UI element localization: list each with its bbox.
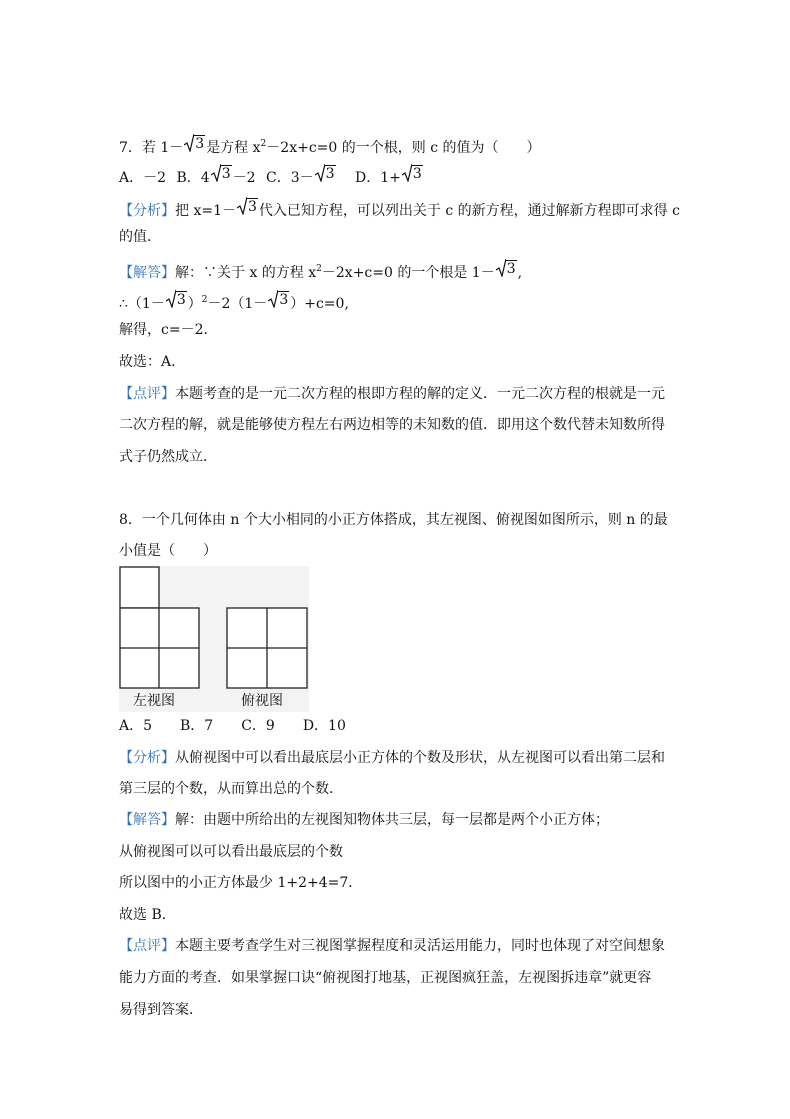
q8-comment-line1: 【点评】本题主要考查学生对三视图掌握程度和灵活运用能力，同时也体现了对空间想象 <box>119 938 665 954</box>
q8-analysis-line1: 【分析】从俯视图中可以看出最底层小正方体的个数及形状，从左视图可以看出第二层和 <box>119 750 665 766</box>
comment-tag: 【点评】 <box>119 386 175 402</box>
q7-comment-line2: 二次方程的解，就是能够使方程左右两边相等的未知数的值．即用这个数代替未知数所得 <box>119 417 665 433</box>
left-view-caption: 左视图 <box>133 693 175 709</box>
q8-comment-line3: 易得到答案． <box>119 1002 203 1018</box>
analysis-tag: 【分析】 <box>119 750 175 766</box>
q7-option-d: D．1+ 3 <box>354 166 422 186</box>
q7-solution-line1: 【解答】解：∵关于 x 的方程 $x^2-2x+c=0$ 的一个根是 1－ 3 , <box>119 261 523 281</box>
q7-comment-line1: 【点评】本题考查的是一元二次方程的根即方程的解的定义．一元二次方程的根就是一元 <box>119 386 665 402</box>
q7-solution-line3: 解得，c=－2． <box>119 322 218 338</box>
q7-comment-line3: 式子仍然成立． <box>119 449 217 465</box>
q7-solution-line4: 故选：A． <box>119 354 186 370</box>
solution-tag: 【解答】 <box>119 812 175 828</box>
q7-options <box>119 163 424 188</box>
left-view-top-square <box>120 567 159 608</box>
q7-stem: 7．若 1－ 3 是方程 $x^2-2x+c=0$ 的一个根，则 c 的值为（ ） <box>119 133 540 158</box>
q8-solution-line2: 从俯视图可以可以看出最底层的个数 <box>119 844 343 860</box>
q8-stem-line2: 小值是（ ） <box>119 543 217 559</box>
q7-option-c: C．3－ 3 <box>265 166 335 186</box>
q8-solution-line3: 所以图中的小正方体最少 1+2+4=7． <box>119 875 363 891</box>
sqrt-symbol: 3 <box>184 133 205 152</box>
q7-solution-line2: ∴（1－ 3 ）$^2$－2（1－ 3 ）+c=0, <box>119 292 349 312</box>
comment-tag: 【点评】 <box>119 938 175 954</box>
q8-solution-line1: 【解答】解：由题中所给出的左视图知物体共三层，每一层都是两个小正方体； <box>119 812 609 828</box>
solution-tag: 【解答】 <box>119 265 175 281</box>
q8-options: A．5 B．7 C．9 D．10 <box>119 718 346 734</box>
q8-analysis-line2: 第三层的个数，从而算出总的个数． <box>119 781 343 797</box>
q8-stem-line1: 8．一个几何体由 n 个大小相同的小正方体搭成，其左视图、俯视图如图所示，则 n 的最 <box>119 512 668 528</box>
q7-option-a: A．－2 <box>119 170 167 186</box>
q7-analysis-line2: 的值． <box>119 229 161 245</box>
three-view-figure <box>119 566 309 712</box>
q8-solution-line4: 故选 B． <box>119 907 176 923</box>
top-view-caption: 俯视图 <box>241 693 283 709</box>
q7-option-b: B．4 3 －2 <box>176 166 256 186</box>
analysis-tag: 【分析】 <box>119 203 175 219</box>
q8-comment-line2: 能力方面的考查．如果掌握口诀“俯视图打地基，正视图疯狂盖，左视图拆违章”就更容 <box>119 970 652 986</box>
q7-analysis-line1: 【分析】把 x=1－ 3 代入已知方程，可以列出关于 c 的新方程，通过解新方程即可求得 c <box>119 199 680 219</box>
